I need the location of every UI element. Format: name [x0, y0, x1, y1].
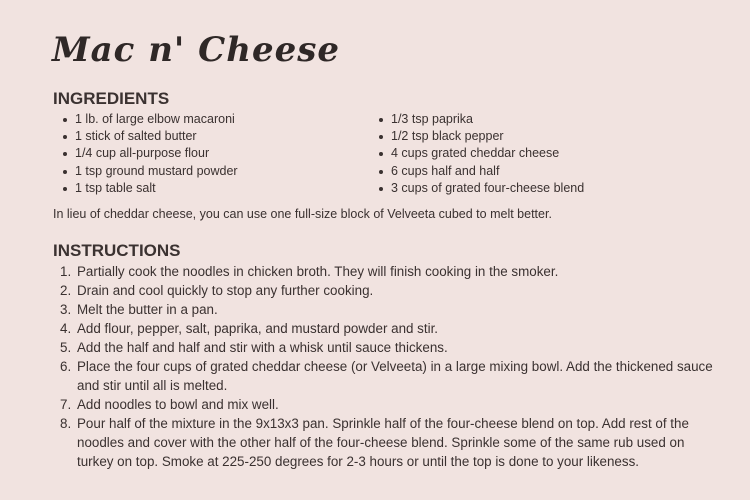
step-text: Partially cook the noodles in chicken broth. They will finish cooking in the smoker.: [77, 264, 559, 279]
instruction-step: [60, 319, 720, 338]
instruction-step: [60, 262, 720, 281]
recipe-title: Mac n' Cheese: [52, 30, 340, 70]
ingredient-item: 1/4 cup all-purpose flour: [60, 145, 238, 162]
ingredient-item: 4 cups grated cheddar cheese: [376, 145, 584, 162]
instruction-step: [60, 414, 720, 471]
ingredient-item: 1 tsp table salt: [60, 180, 238, 197]
step-text: Melt the butter in a pan.: [77, 302, 218, 317]
step-number: 4.: [60, 321, 72, 336]
instruction-step: [60, 300, 720, 319]
step-number: 8.: [60, 416, 72, 431]
step-number: 3.: [60, 302, 72, 317]
ingredient-item: 1 lb. of large elbow macaroni: [60, 111, 238, 128]
instruction-step: [60, 281, 720, 300]
instruction-step: [60, 338, 720, 357]
step-text: Place the four cups of grated cheddar cheese (or Velveeta) in a large mixing bowl. Add the thickened sauce and stir until all is melted.: [77, 359, 713, 393]
ingredients-list-right: [376, 111, 584, 197]
step-text: Add the half and half and stir with a whisk until sauce thickens.: [77, 340, 448, 355]
instruction-step: [60, 395, 720, 414]
step-text: Drain and cool quickly to stop any further cooking.: [77, 283, 374, 298]
step-text: Add noodles to bowl and mix well.: [77, 397, 279, 412]
ingredients-note: In lieu of cheddar cheese, you can use one full-size block of Velveeta cubed to melt better.: [53, 207, 552, 221]
instructions-heading: INSTRUCTIONS: [53, 241, 181, 260]
step-number: 7.: [60, 397, 72, 412]
step-text: Add flour, pepper, salt, paprika, and mustard powder and stir.: [77, 321, 439, 336]
ingredient-item: 3 cups of grated four-cheese blend: [376, 180, 584, 197]
ingredient-item: 6 cups half and half: [376, 163, 584, 180]
ingredients-heading: INGREDIENTS: [53, 89, 170, 108]
step-number: 1.: [60, 264, 72, 279]
ingredients-list-left: [60, 111, 238, 197]
step-number: 6.: [60, 359, 72, 374]
ingredient-item: 1 stick of salted butter: [60, 128, 238, 145]
instructions-list: [60, 262, 720, 471]
step-number: 2.: [60, 283, 72, 298]
step-text: Pour half of the mixture in the 9x13x3 pan. Sprinkle half of the four-cheese blend on top. Add rest of the noodles and cover with the other half of the four-cheese blend. Sprinkle some of the same rub used on turkey on top. Smoke at 225-250 degrees for 2-3 hours or until the top is done to your likeness.: [77, 416, 689, 469]
instruction-step: [60, 357, 720, 395]
ingredient-item: 1 tsp ground mustard powder: [60, 163, 238, 180]
ingredient-item: 1/2 tsp black pepper: [376, 128, 584, 145]
ingredient-item: 1/3 tsp paprika: [376, 111, 584, 128]
step-number: 5.: [60, 340, 72, 355]
